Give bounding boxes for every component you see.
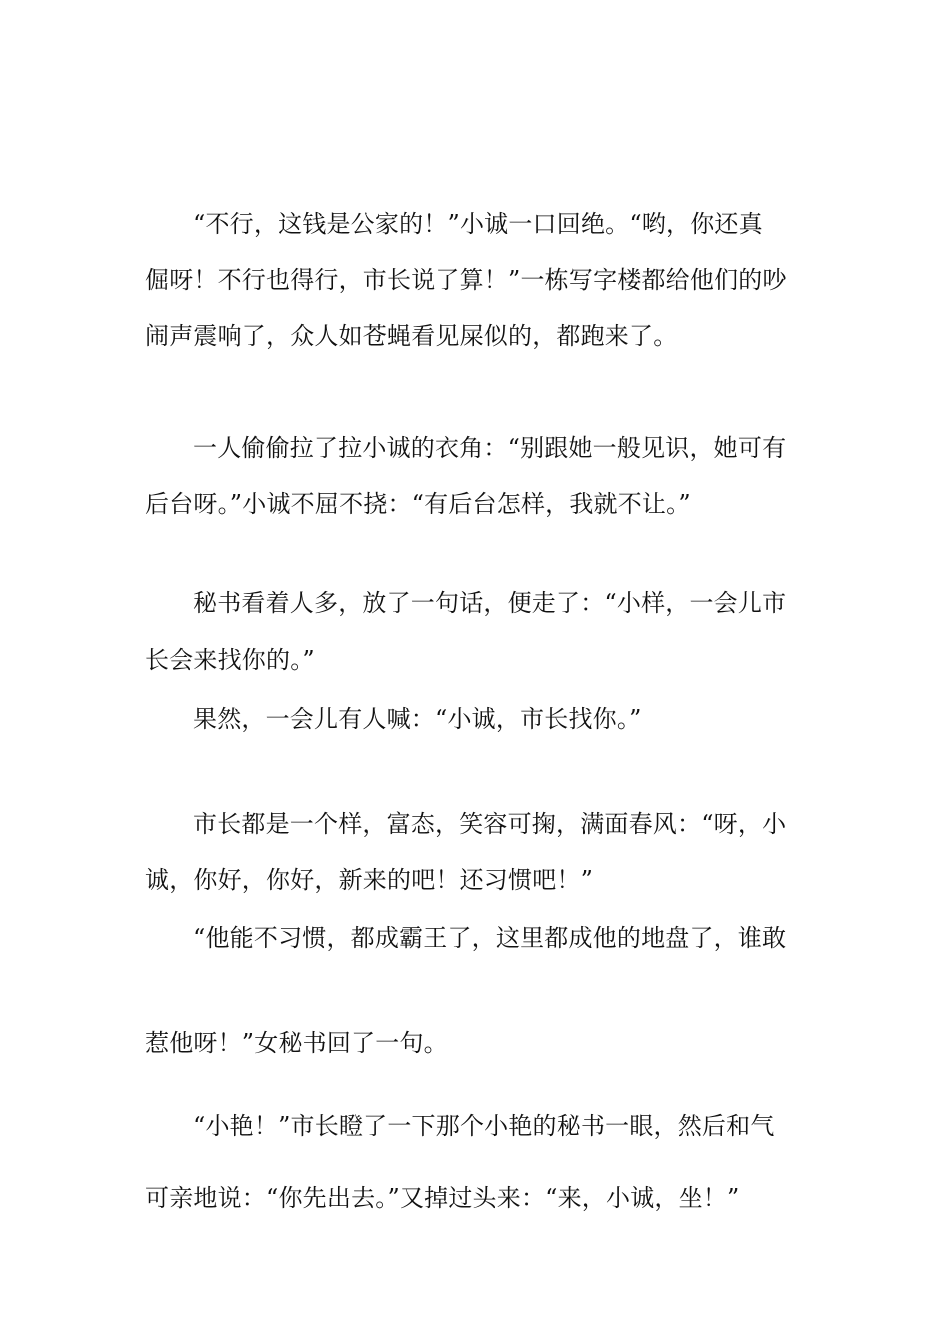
text-line: “小艳！”市长瞪了一下那个小艳的秘书一眼，然后和气 [193,1112,775,1140]
text-line: 市长都是一个样，富态，笑容可掬，满面春风：“呀，小 [193,810,787,838]
text-line: 果然，一会儿有人喊：“小诚，市长找你。” [193,705,642,733]
text-line: 可亲地说：“你先出去。”又掉过头来：“来，小诚，坐！” [145,1184,740,1212]
text-line: 闹声震响了，众人如苍蝇看见屎似的，都跑来了。 [145,322,678,350]
text-line: 惹他呀！”女秘书回了一句。 [145,1029,448,1057]
text-line: 诚，你好，你好，新来的吧！还习惯吧！” [145,866,594,894]
text-line: 秘书看着人多，放了一句话，便走了：“小样，一会儿市 [193,589,787,617]
text-line: 倔呀！不行也得行，市长说了算！”一栋写字楼都给他们的吵 [145,266,787,294]
text-line: 长会来找你的。” [145,646,315,674]
text-line: “不行，这钱是公家的！”小诚一口回绝。“哟，你还真 [193,210,763,238]
text-line: 一人偷偷拉了拉小诚的衣角：“别跟她一般见识，她可有 [193,434,787,462]
text-line: 后台呀。”小诚不屈不挠：“有后台怎样，我就不让。” [145,490,691,518]
text-line: “他能不习惯，都成霸王了，这里都成他的地盘了，谁敢 [193,924,787,952]
